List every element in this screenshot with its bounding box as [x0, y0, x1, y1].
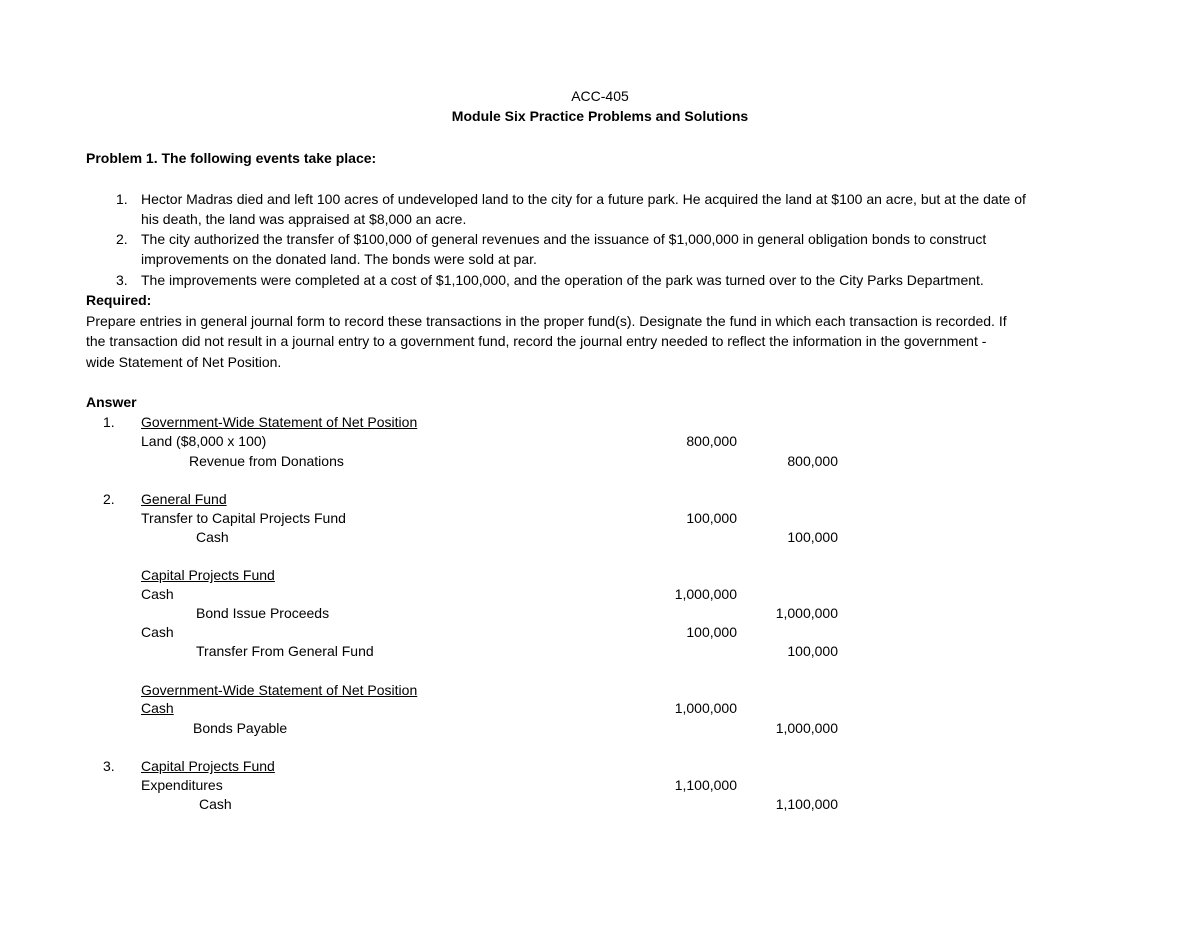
credit-account: Cash [196, 529, 229, 545]
problem-item-number: 2. [116, 231, 128, 247]
debit-account: Cash [141, 700, 174, 716]
credit-account: Bonds Payable [193, 720, 288, 736]
page-title: Module Six Practice Problems and Solutions [451, 108, 749, 124]
debit-account: Expenditures [141, 777, 223, 793]
debit-amount: 800,000 [686, 433, 737, 449]
fund-name: General Fund [141, 491, 227, 507]
debit-account: Transfer to Capital Projects Fund [141, 510, 346, 526]
required-text: wide Statement of Net Position. [86, 354, 282, 370]
problem-item-text: his death, the land was appraised at $8,000 an acre. [141, 211, 467, 227]
problem-item-text: The improvements were completed at a cost of $1,100,000, and the operation of the park was turned over to the City Parks Department. [141, 272, 984, 288]
credit-amount: 1,100,000 [775, 796, 838, 812]
fund-name: Government-Wide Statement of Net Position [141, 414, 418, 430]
required-text: Prepare entries in general journal form to record these transactions in the proper fund(s). Designate the fund in which each transaction is recorded. If [86, 313, 1007, 329]
required-text: the transaction did not result in a journal entry to a government fund, record the journal entry needed to reflect the information in the government - [86, 333, 987, 349]
credit-account: Cash [199, 796, 232, 812]
entry-number: 1. [103, 414, 115, 430]
answer-heading: Answer [86, 394, 137, 410]
problem-item-text: Hector Madras died and left 100 acres of undeveloped land to the city for a future park. He acquired the land at $100 an acre, but at the date of [141, 191, 1026, 207]
entry-number: 2. [103, 491, 115, 507]
problem-item-number: 3. [116, 272, 128, 288]
credit-amount: 800,000 [787, 453, 838, 469]
problem-item-number: 1. [116, 191, 128, 207]
required-label: Required: [86, 292, 152, 308]
credit-account: Bond Issue Proceeds [196, 605, 330, 621]
entry-number: 3. [103, 758, 115, 774]
fund-name: Government-Wide Statement of Net Position [141, 682, 418, 698]
debit-account: Cash [141, 586, 174, 602]
debit-amount: 100,000 [686, 510, 737, 526]
fund-name: Capital Projects Fund [141, 758, 275, 774]
problem-item-text: The city authorized the transfer of $100,000 of general revenues and the issuance of $1,000,000 in general obligation bonds to construct [141, 231, 987, 247]
credit-amount: 1,000,000 [775, 720, 838, 736]
debit-amount: 1,000,000 [674, 586, 737, 602]
course-code: ACC-405 [571, 88, 629, 104]
debit-amount: 1,000,000 [674, 700, 737, 716]
debit-account: Cash [141, 624, 174, 640]
debit-account: Land ($8,000 x 100) [141, 433, 267, 449]
credit-amount: 100,000 [787, 643, 838, 659]
credit-amount: 100,000 [787, 529, 838, 545]
credit-amount: 1,000,000 [775, 605, 838, 621]
credit-account: Revenue from Donations [189, 453, 344, 469]
debit-amount: 1,100,000 [674, 777, 737, 793]
credit-account: Transfer From General Fund [196, 643, 374, 659]
problem-item-text: improvements on the donated land. The bonds were sold at par. [141, 251, 537, 267]
fund-name: Capital Projects Fund [141, 567, 275, 583]
debit-amount: 100,000 [686, 624, 737, 640]
problem-heading: Problem 1. The following events take place: [86, 150, 377, 166]
